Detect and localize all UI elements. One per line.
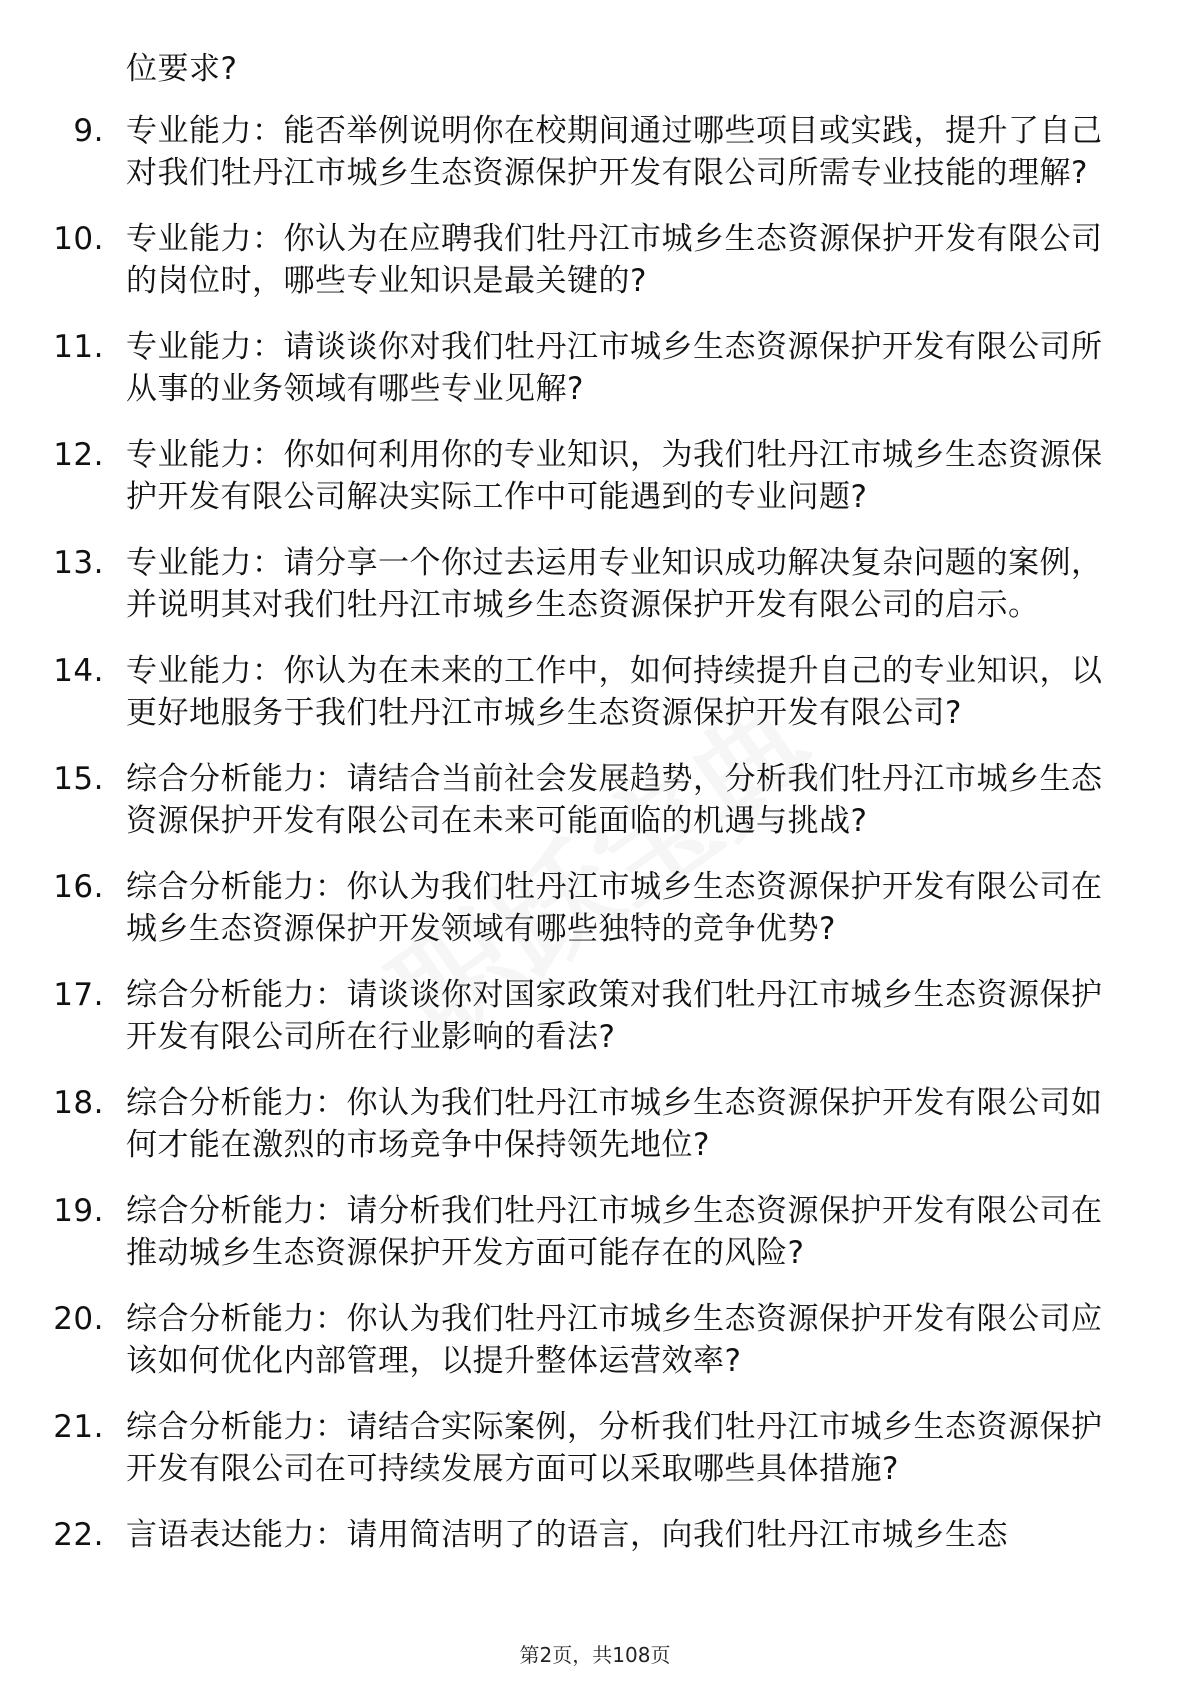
- question-item: [0, 650, 1106, 734]
- question-number: 15.: [53, 761, 104, 797]
- question-number: 10.: [53, 221, 104, 257]
- question-number: 16.: [53, 869, 104, 905]
- question-text: 专业能力：你认为在应聘我们牡丹江市城乡生态资源保护开发有限公司的岗位时，哪些专业知识是最关键的?: [126, 221, 1103, 299]
- question-item: [0, 434, 1106, 518]
- question-item: [0, 1514, 1106, 1556]
- question-text: 专业能力：请谈谈你对我们牡丹江市城乡生态资源保护开发有限公司所从事的业务领域有哪些专业见解?: [126, 329, 1103, 407]
- question-text: 综合分析能力：请分析我们牡丹江市城乡生态资源保护开发有限公司在推动城乡生态资源保护开发方面可能存在的风险?: [126, 1193, 1103, 1271]
- question-number: 9.: [73, 113, 104, 149]
- question-item: [0, 110, 1106, 194]
- question-number: 14.: [53, 653, 104, 689]
- question-number: 22.: [53, 1517, 104, 1553]
- question-text: 综合分析能力：请结合实际案例，分析我们牡丹江市城乡生态资源保护开发有限公司在可持续发展方面可以采取哪些具体措施?: [126, 1409, 1103, 1487]
- question-item: [0, 866, 1106, 950]
- question-text: 专业能力：你认为在未来的工作中，如何持续提升自己的专业知识，以更好地服务于我们牡丹江市城乡生态资源保护开发有限公司?: [126, 653, 1103, 731]
- question-number: 20.: [53, 1301, 104, 1337]
- question-number: 13.: [53, 545, 104, 581]
- page-footer: 第2页，共108页: [519, 1643, 671, 1667]
- question-number: 21.: [53, 1409, 104, 1445]
- question-number: 18.: [53, 1085, 104, 1121]
- question-number: 19.: [53, 1193, 104, 1229]
- continuation-text: 位要求?: [126, 51, 238, 87]
- question-text: 言语表达能力：请用简洁明了的语言，向我们牡丹江市城乡生态: [126, 1517, 1008, 1553]
- question-item: [0, 542, 1106, 626]
- question-item: [0, 1190, 1106, 1274]
- question-text: 综合分析能力：请结合当前社会发展趋势，分析我们牡丹江市城乡生态资源保护开发有限公司在未来可能面临的机遇与挑战?: [126, 761, 1103, 839]
- question-item: [0, 1298, 1106, 1382]
- question-text: 综合分析能力：你认为我们牡丹江市城乡生态资源保护开发有限公司如何才能在激烈的市场竞争中保持领先地位?: [126, 1085, 1103, 1163]
- question-item: [0, 758, 1106, 842]
- question-text: 综合分析能力：请谈谈你对国家政策对我们牡丹江市城乡生态资源保护开发有限公司所在行业影响的看法?: [126, 977, 1103, 1055]
- question-number: 11.: [53, 329, 104, 365]
- question-list: [0, 110, 1190, 1580]
- question-text: 专业能力：能否举例说明你在校期间通过哪些项目或实践，提升了自己对我们牡丹江市城乡生态资源保护开发有限公司所需专业技能的理解?: [126, 113, 1103, 191]
- question-text: 专业能力：请分享一个你过去运用专业知识成功解决复杂问题的案例，并说明其对我们牡丹江市城乡生态资源保护开发有限公司的启示。: [126, 545, 1103, 623]
- question-text: 专业能力：你如何利用你的专业知识，为我们牡丹江市城乡生态资源保护开发有限公司解决实际工作中可能遇到的专业问题?: [126, 437, 1103, 515]
- question-text: 综合分析能力：你认为我们牡丹江市城乡生态资源保护开发有限公司在城乡生态资源保护开发领域有哪些独特的竞争优势?: [126, 869, 1103, 947]
- question-item: [0, 974, 1106, 1058]
- question-item: [0, 1406, 1106, 1490]
- question-item: [0, 1082, 1106, 1166]
- question-item: [0, 326, 1106, 410]
- question-number: 17.: [53, 977, 104, 1013]
- question-text: 综合分析能力：你认为我们牡丹江市城乡生态资源保护开发有限公司应该如何优化内部管理，以提升整体运营效率?: [126, 1301, 1103, 1379]
- question-item: [0, 218, 1106, 302]
- question-number: 12.: [53, 437, 104, 473]
